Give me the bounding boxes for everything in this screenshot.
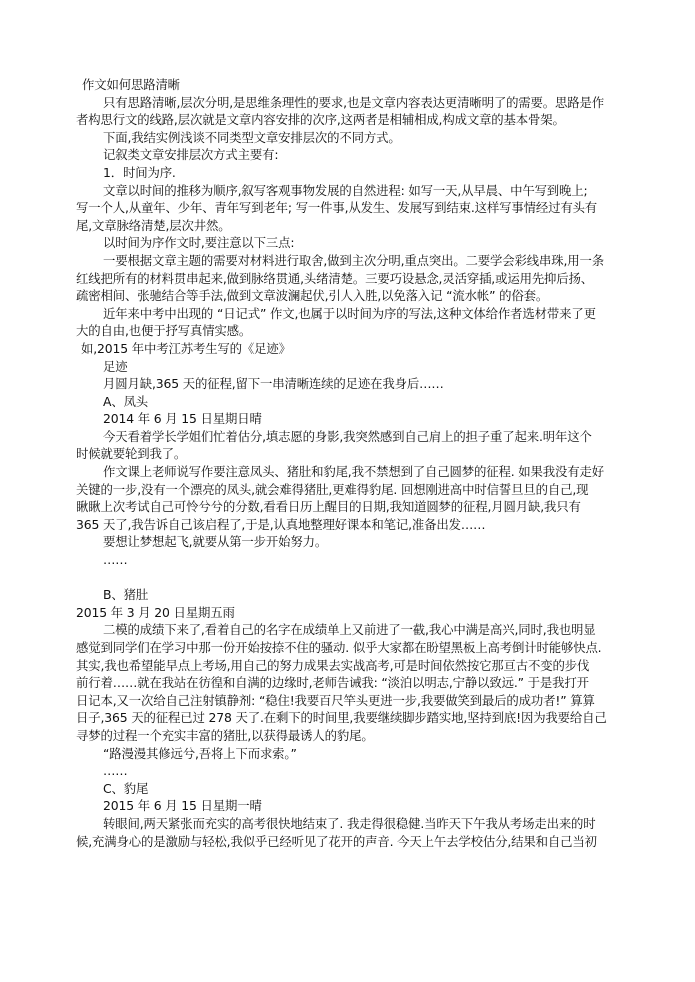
paragraph-line: 写一个人,从童年、少年、青年写到老年; 写一件事,从发生、发展写到结束.这样写事情经过有头有 <box>76 200 598 216</box>
page-title: 作文如何思路清晰 <box>82 77 180 92</box>
paragraph-line: 今天看着学长学姐们忙着估分,填志愿的身影,我突然感到自己肩上的担子重了起来.明年这个 <box>103 428 592 444</box>
paragraph-line: 关键的一步,没有一个漂亮的凤头,就会难得猪肚,更难得豹尾. 回想刚进高中时信誓旦旦的自己,现 <box>76 481 589 497</box>
paragraph-line: 瞅瞅上次考试自己可怜兮兮的分数,看看日历上醒目的日期,我知道圆梦的征程,月圆月缺,我只有 <box>76 499 581 515</box>
paragraph-line: 一要根据文章主题的需要对材料进行取舍,做到主次分明,重点突出。二要学会彩线串珠,用一条 <box>103 252 604 268</box>
quote-line: “路漫漫其修远兮,吾将上下而求索。” <box>103 745 297 761</box>
paragraph-line: 红线把所有的材料贯串起来,做到脉络贯通,头绪清楚。三要巧设悬念,灵活穿插,或运用先抑后扬、 <box>76 270 594 286</box>
section-heading: A、凤头 <box>103 393 149 409</box>
spacer <box>79 569 643 587</box>
paragraph-line: 大的自由,也便于抒写真情实感。 <box>76 323 252 339</box>
paragraph-line: 月圆月缺,365 天的征程,留下一串清晰连续的足迹在我身后…… <box>103 376 444 392</box>
paragraph-line: 前行着……就在我站在彷徨和自满的边缘时,老师告诫我: “淡泊以明志,宁静以致远.” 于是我打开 <box>76 675 589 691</box>
paragraph-line: 以时间为序作文时,要注意以下三点: <box>103 235 295 251</box>
essay-title: 足迹 <box>103 358 128 374</box>
paragraph-line: 要想让梦想起飞,就要从第一步开始努力。 <box>103 534 328 550</box>
paragraph-line: 文章以时间的推移为顺序,叙写客观事物发展的自然进程: 如写一天,从早晨、中午写到晚上; <box>103 182 588 198</box>
ellipsis-line: …… <box>103 552 128 568</box>
paragraph-line: 日记本,又一次给自己注射镇静剂: “稳住!我要百尺竿头更进一步,我要做笑到最后的成功者!” 算算 <box>76 692 595 708</box>
paragraph-line: 只有思路清晰,层次分明,是思维条理性的要求,也是文章内容表达更清晰明了的需要。思路是作 <box>103 94 604 110</box>
diary-date: 2015 年 6 月 15 日星期一晴 <box>103 798 262 814</box>
paragraph-line: 转眼间,两天紧张而充实的高考很快地结束了. 我走得很稳健.当昨天下午我从考场走出来的时 <box>103 815 596 831</box>
paragraph-line: 二模的成绩下来了,看着自己的名字在成绩单上又前进了一截,我心中满是高兴,同时,我也明显 <box>103 622 596 638</box>
paragraph-line: 候,充满身心的是激励与轻松,我似乎已经听见了花开的声音. 今天上午去学校估分,结果和自己当初 <box>76 833 597 849</box>
paragraph-line: 时候就要轮到我了。 <box>76 446 187 462</box>
paragraph-line: 者构思行文的线路,层次就是文章内容安排的次序,这两者是相辅相成,构成文章的基本骨架。 <box>76 112 565 128</box>
section-heading: 1．时间为序. <box>103 164 176 180</box>
paragraph-line: 近年来中考中出现的 “日记式” 作文,也属于以时间为序的写法,这种文体给作者选材带来了更 <box>103 305 596 321</box>
paragraph-line: 下面,我结实例浅谈不同类型文章安排层次的不同方式。 <box>103 129 401 145</box>
paragraph-line: 感觉到同学们在学习中那一份开始按捺不住的骚动. 似乎大家都在盼望黑板上高考倒计时能够快点. <box>76 640 602 655</box>
diary-date: 2014 年 6 月 15 日星期日晴 <box>103 411 262 427</box>
paragraph-line: 寻梦的过程一个充实丰富的猪肚,以获得最诱人的豹尾。 <box>76 727 374 743</box>
section-heading: B、猪肚 <box>103 587 149 603</box>
paragraph-line: 记叙类文章安排层次方式主要有: <box>103 147 279 163</box>
ellipsis-line: …… <box>103 763 128 779</box>
paragraph-line: 尾,文章脉络清楚,层次井然。 <box>76 217 231 233</box>
paragraph-line: 365 天了,我告诉自己该启程了,于是,认真地整理好课本和笔记,准备出发…… <box>76 516 486 532</box>
paragraph-line: 作文课上老师说写作要注意凤头、猪肚和豹尾,我不禁想到了自己圆梦的征程. 如果我没有走好 <box>103 464 604 480</box>
paragraph-line: 如,2015 年中考江苏考生写的《足迹》 <box>81 340 291 356</box>
section-heading: C、豹尾 <box>103 780 149 796</box>
paragraph-line: 其实,我也希望能早点上考场,用自己的努力成果去实战高考,可是时间依然按它那亘古不变的步伐 <box>76 657 590 673</box>
paragraph-line: 疏密相间、张驰结合等手法,做到文章波澜起伏,引人入胜,以免落入记 “流水帐” 的俗套。 <box>76 288 549 304</box>
diary-date: 2015 年 3 月 20 日星期五雨 <box>76 604 235 620</box>
paragraph-line: 日子,365 天的征程已过 278 天了.在剩下的时间里,我要继续脚步踏实地,坚持到底!因为我要给自己 <box>76 710 607 726</box>
